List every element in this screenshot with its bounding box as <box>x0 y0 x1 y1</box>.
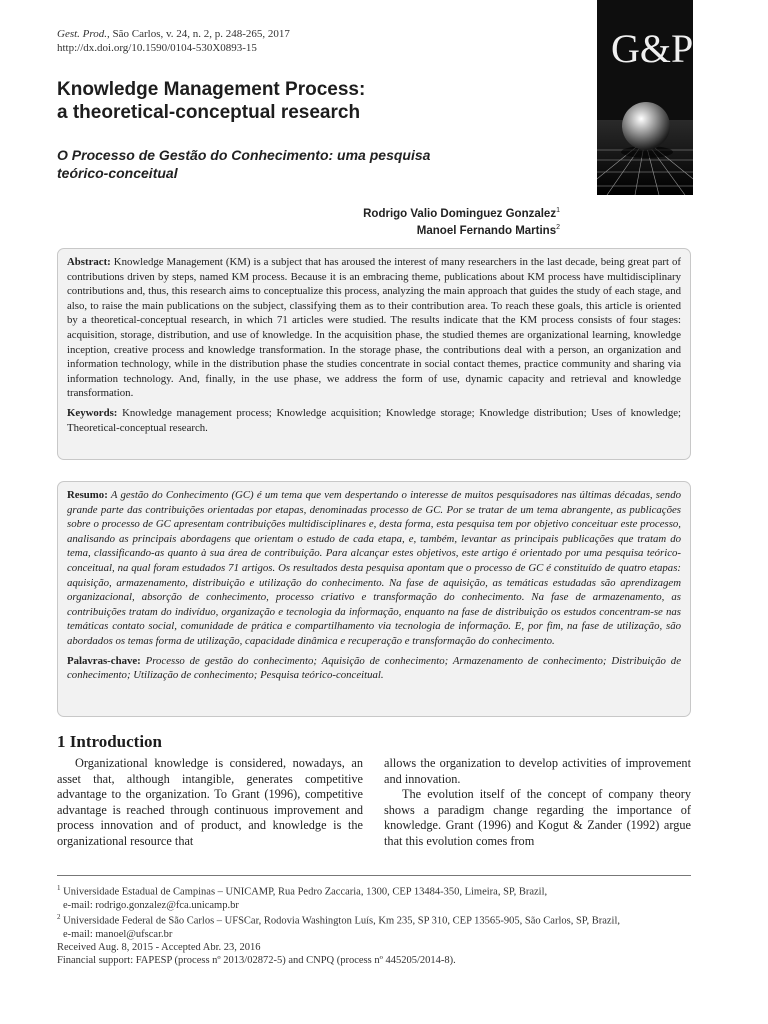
author-list <box>200 204 560 239</box>
footnote-divider <box>57 875 691 876</box>
logo-graphic <box>597 0 693 195</box>
intro-paragraph-1: Organizational knowledge is considered, nowadays, an asset that, although intangible, generates competitive advantage to the organization. To Grant (1996), competitive advantage is reached through continuous improvement and process innovation and of product, and knowledge is the organizational resource that <box>57 756 363 848</box>
author-1 <box>200 204 560 221</box>
footnote-2 <box>57 911 691 942</box>
keywords-text: Knowledge management process; Knowledge acquisition; Knowledge storage; Knowledge distribution; Uses of knowledge; Theoretical-conceptual research. <box>67 406 682 434</box>
body-column-right <box>384 756 691 850</box>
article-subtitle <box>57 146 527 182</box>
resumo-label: Resumo: <box>67 489 108 501</box>
palavras-chave-label: Palavras-chave: <box>67 654 141 667</box>
resumo-box <box>57 481 691 717</box>
author-1-name: Rodrigo Valio Dominguez Gonzalez <box>363 207 557 220</box>
financial-support: Financial support: FAPESP (process nº 2013/02872-5) and CNPQ (process nº 445205/2014-8). <box>57 955 456 966</box>
abstract-box <box>57 248 691 460</box>
abstract-paragraph <box>67 255 681 401</box>
section-heading: 1 Introduction <box>57 732 163 751</box>
footnote-2-affiliation: Universidade Federal de São Carlos – UFSCar, Rodovia Washington Luís, Km 235, SP 310, CEP 13565-905, São Carlos, SP, Brazil, <box>63 915 620 927</box>
footnote-1 <box>57 882 691 913</box>
keywords-label: Keywords: <box>67 406 118 419</box>
palavras-chave-paragraph <box>67 654 681 683</box>
body-column-left <box>57 756 363 850</box>
keywords-paragraph <box>67 406 681 435</box>
abstract-label: Abstract: <box>67 256 111 268</box>
author-2 <box>200 221 560 238</box>
footnote-1-affiliation: Universidade Estadual de Campinas – UNICAMP, Rua Pedro Zaccaria, 1300, CEP 13484-350, Limeira, SP, Brazil, <box>63 886 548 898</box>
abstract-text: Knowledge Management (KM) is a subject that has aroused the interest of many researchers in the last decade, being great part of contributions driven by steps, named KM process. Because it is an embracing theme, publications about KM process have multidisciplinary contributions and, thus, this research aims to conceptualize this process, analyzing the main approach that guides the study of each stage, and also, to raise the main publications on the subject, classifying them as to their contribution area. To reach these goals, this article is oriented by a theoretical-conceptual research, in which 71 articles were studied. The results indicate that the KM process consists of four stages: acquisition, storage, distribution, and use of knowledge. In the acquisition phase, the studied themes are organizational learning, knowledge inception, creative process and knowledge transformation. In the storage phase, the contributions deal with a person, an organization and information technology, while in the distribution phase the studies concentrate in social contact themes, practice community and sharing via information technology. And, finally, in the use phase, we address the form of use, dynamic capacity and retrieval and knowledge transformation. <box>67 256 682 400</box>
title-line-2: a theoretical-conceptual research <box>57 102 361 123</box>
subtitle-line-1: O Processo de Gestão do Conhecimento: uma pesquisa <box>57 147 431 163</box>
author-2-mark: 2 <box>556 224 560 232</box>
footnote-2-mark: 2 <box>57 913 61 921</box>
author-2-name: Manoel Fernando Martins <box>416 225 557 238</box>
journal-logo <box>597 0 693 195</box>
palavras-chave-text: Processo de gestão do conhecimento; Aquisição de conhecimento; Armazenamento de conhecimento; Distribuição de conhecimento; Utilização de conhecimento; Pesquisa teórico-conceitual. <box>67 654 681 682</box>
logo-text: G&P <box>611 26 693 71</box>
footnote-1-email[interactable]: e-mail: rodrigo.gonzalez@fca.unicamp.br <box>63 900 239 911</box>
title-line-1: Knowledge Management Process: <box>57 79 366 100</box>
doi-link[interactable]: http://dx.doi.org/10.1590/0104-530X0893-15 <box>57 42 257 54</box>
resumo-text: A gestão do Conhecimento (GC) é um tema que vem despertando o interesse de muitos pesquisadores nas últimas décadas, sendo grande parte das contribuições orientadas por etapas, denominadas processo de GC. Por se tratar de um tema abrangente, as publicações sobre o processo de GC apresentam contribuições multidisciplinares e, desta forma, esta pesquisa tem por objetivo conceituar este processo, analisando as principais abordagens que orientam o estudo de cada etapa, e, também, levantar as principais publicações que tratam do tema, classificando-as quanto à sua área de contribuição. Para alcançar estes objetivos, este artigo é orientado por uma pesquisa teórico-conceitual, na qual foram estudados 71 artigos. Os resultados desta pesquisa apontam que o processo de GC é constituído de quatro etapas: aquisição, armazenamento, distribuição e utilização do conhecimento. Na fase de aquisição, as temáticas estudadas são aprendizagem organizacional, absorção de conhecimento, processo criativo e transformação do conhecimento. Na fase de armazenamento, as contribuições tratam do indivíduo, organização e tecnologia da informação, enquanto na fase de distribuição os estudos concentram-se nas temáticas contato social, comunidade de prática e compartilhamento via tecnologia de informação. E, por fim, na fase de utilização, são abordados os temas forma de utilização, capacidade dinâmica e recuperação e transformação do conhecimento. <box>67 489 681 647</box>
journal-citation <box>57 27 290 55</box>
intro-paragraph-2: The evolution itself of the concept of company theory shows a paradigm change regarding the importance of knowledge. Grant (1996) and Kogut & Zander (1992) argue that this evolution comes from <box>384 787 691 848</box>
author-1-mark: 1 <box>556 207 560 214</box>
article-title <box>57 78 577 124</box>
footnote-2-email[interactable]: e-mail: manoel@ufscar.br <box>63 929 173 940</box>
footnote-1-mark: 1 <box>57 884 61 892</box>
subtitle-line-2: teórico-conceitual <box>57 165 178 181</box>
received-date: Received Aug. 8, 2015 - Accepted Abr. 23, 2016 <box>57 942 261 953</box>
journal-name: Gest. Prod. <box>57 28 108 40</box>
resumo-paragraph <box>67 488 681 649</box>
intro-paragraph-1-cont: allows the organization to develop activities of improvement and innovation. <box>384 756 691 786</box>
citation-details: , São Carlos, v. 24, n. 2, p. 248-265, 2017 <box>107 28 290 40</box>
